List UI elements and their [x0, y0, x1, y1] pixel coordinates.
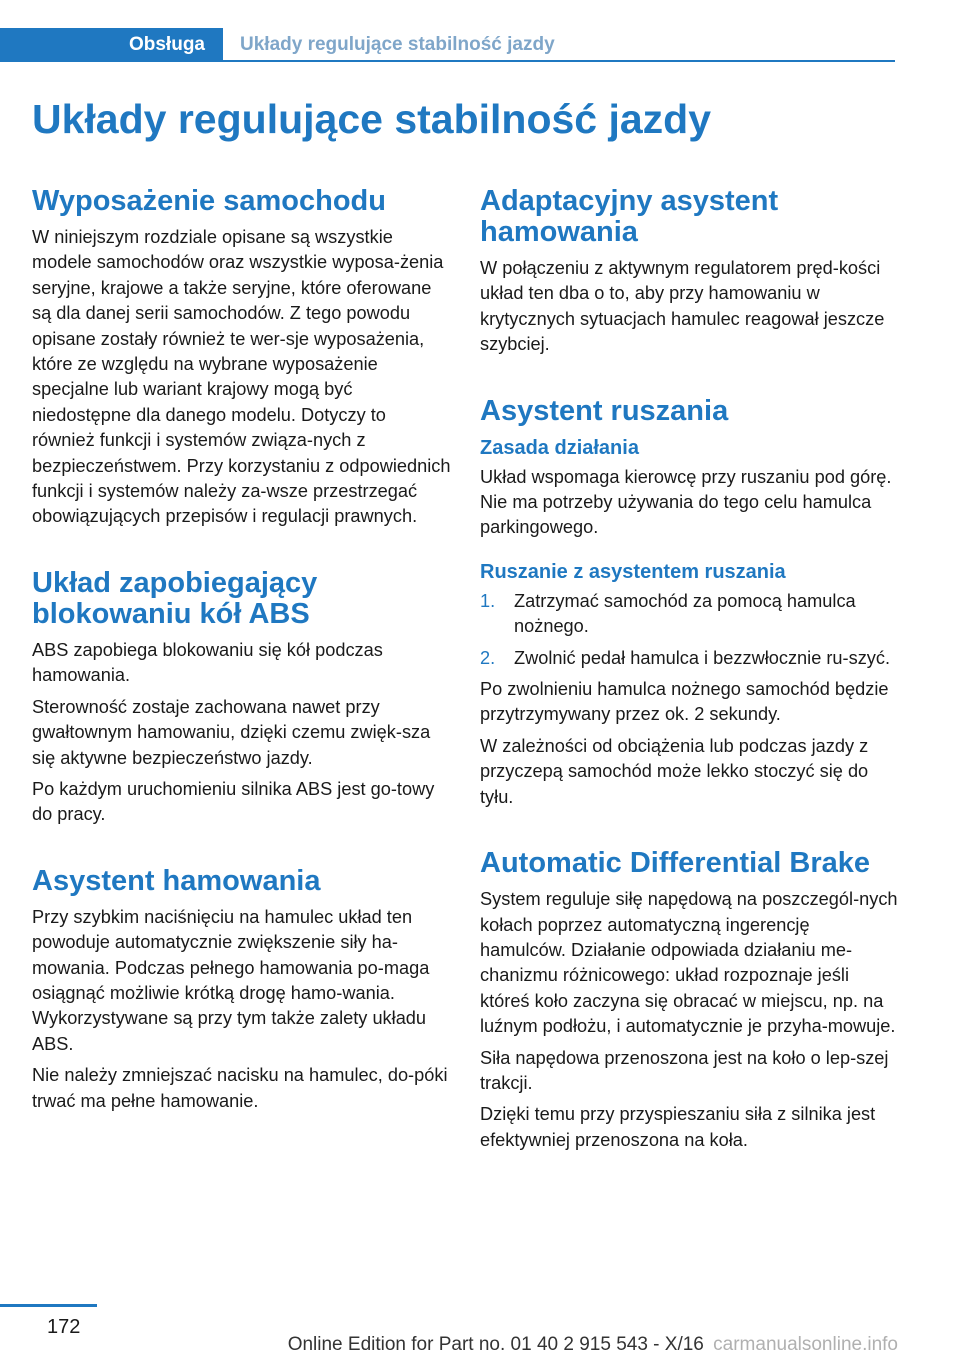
principle-text: Układ wspomaga kierowcę przy ruszaniu pod górę. Nie ma potrzeby używania do tego celu hamulca parkingowego.	[480, 466, 892, 538]
step-number: 1.	[480, 590, 496, 611]
adb-paragraph-3: Dzięki temu przy przyspieszaniu siła z silnika jest efektywniej przenoszona na koła.	[480, 1104, 876, 1150]
equipment-text: W niniejszym rozdziale opisane są wszystkie modele samochodów oraz wszystkie wyposa-żenia seryjne, krajowe a także seryjne, które oferowane są dla danej serii samochodów. Z tego powodu opisane zostały również te wer-sje wyposażenia, które ze względu na wybrane wyposażenie specjalne lub wariant krajowy mogą być niedostępne dla danego modelu. Dotyczy to również funkcji i systemów związa-nych z bezpieczeństwem. Przy korzystaniu z odpowiednich funkcji i systemów należy za-wsze przestrzegać obowiązujących przepisów i regulacji prawnych.	[32, 227, 451, 527]
brake-assist-paragraph-2: Nie należy zmniejszać nacisku na hamulec, do-póki trwać ma pełne hamowanie.	[32, 1065, 448, 1111]
step-number: 2.	[480, 647, 496, 668]
header-divider	[223, 60, 895, 62]
watermark: carmanualsonline.info	[713, 1334, 898, 1355]
hill-start-heading: Asystent ruszania	[480, 394, 729, 427]
adb-paragraph-2: Siła napędowa przenoszona jest na koło o lep-szej trakcji.	[480, 1047, 889, 1093]
step-text: Zwolnić pedał hamulca i bezzwłocznie ru-szyć.	[514, 647, 891, 668]
steps-list	[480, 589, 900, 671]
adaptive-brake-assist-text: W połączeniu z aktywnym regulatorem pręd-kości układ ten dba o to, aby przy hamowaniu w krytycznych sytuacjach hamulec reagował jeszcze szybciej.	[480, 258, 885, 355]
hill-start-paragraph-1: Po zwolnieniu hamulca nożnego samochód będzie przytrzymywany przez ok. 2 sekundy.	[480, 679, 889, 725]
hill-start-paragraph-2: W zależności od obciążenia lub podczas jazdy z przyczepą samochód może lekko stoczyć się do tyłu.	[480, 735, 869, 807]
section-tab: Obsługa	[0, 28, 223, 62]
starting-heading: Ruszanie z asystentem ruszania	[480, 560, 786, 583]
page-number: 172	[47, 1316, 81, 1338]
brake-assist-paragraph-1: Przy szybkim naciśnięciu na hamulec układ ten powoduje automatycznie zwiększenie siły ha-mowania. Podczas pełnego hamowania po-maga osiągnąć możliwie krótką drogę hamo-wania. Wykorzystywane są przy tym także zalety układu ABS.	[32, 906, 430, 1054]
edition-note	[288, 1334, 898, 1356]
principle-heading: Zasada działania	[480, 436, 639, 459]
page-header	[0, 28, 895, 62]
equipment-heading: Wyposażenie samochodu	[32, 185, 386, 217]
footer-divider	[0, 1304, 97, 1307]
adb-paragraph-1: System reguluje siłę napędową na poszczegól-nych kołach poprzez automatyczną ingerencję hamulców. Działanie odpowiada działaniu me-chanizmu różnicowego: układ rozpoznaje jeśli któreś koło zaczyna się obracać w miejscu, np. na luźnym podłożu, i automatycznie je przyha-mowuje.	[480, 889, 898, 1037]
adb-heading: Automatic Differential Brake	[480, 847, 870, 880]
page-title: Układy regulujące stabilność jazdy	[32, 96, 712, 142]
right-column	[480, 186, 900, 1159]
abs-paragraph-2: Sterowność zostaje zachowana nawet przy gwałtownym hamowaniu, dzięki czemu zwięk-sza się aktywne bezpieczeństwo jazdy.	[32, 696, 431, 768]
list-item	[480, 589, 900, 640]
abs-heading: Układ zapobiegający blokowaniu kół ABS	[32, 566, 318, 630]
left-column	[32, 186, 452, 1120]
adaptive-brake-assist-heading: Adaptacyjny asystent hamowania	[480, 185, 779, 248]
edition-text: Online Edition for Part no. 01 40 2 915 543 - X/16	[287, 1334, 704, 1355]
step-text: Zatrzymać samochód za pomocą hamulca nożnego.	[514, 590, 856, 637]
abs-paragraph-3: Po każdym uruchomieniu silnika ABS jest go-towy do pracy.	[32, 778, 435, 825]
breadcrumb: Układy regulujące stabilność jazdy	[240, 34, 555, 55]
list-item	[480, 646, 900, 671]
brake-assist-heading: Asystent hamowania	[32, 864, 321, 897]
abs-paragraph-1: ABS zapobiega blokowaniu się kół podczas hamowania.	[32, 639, 383, 686]
